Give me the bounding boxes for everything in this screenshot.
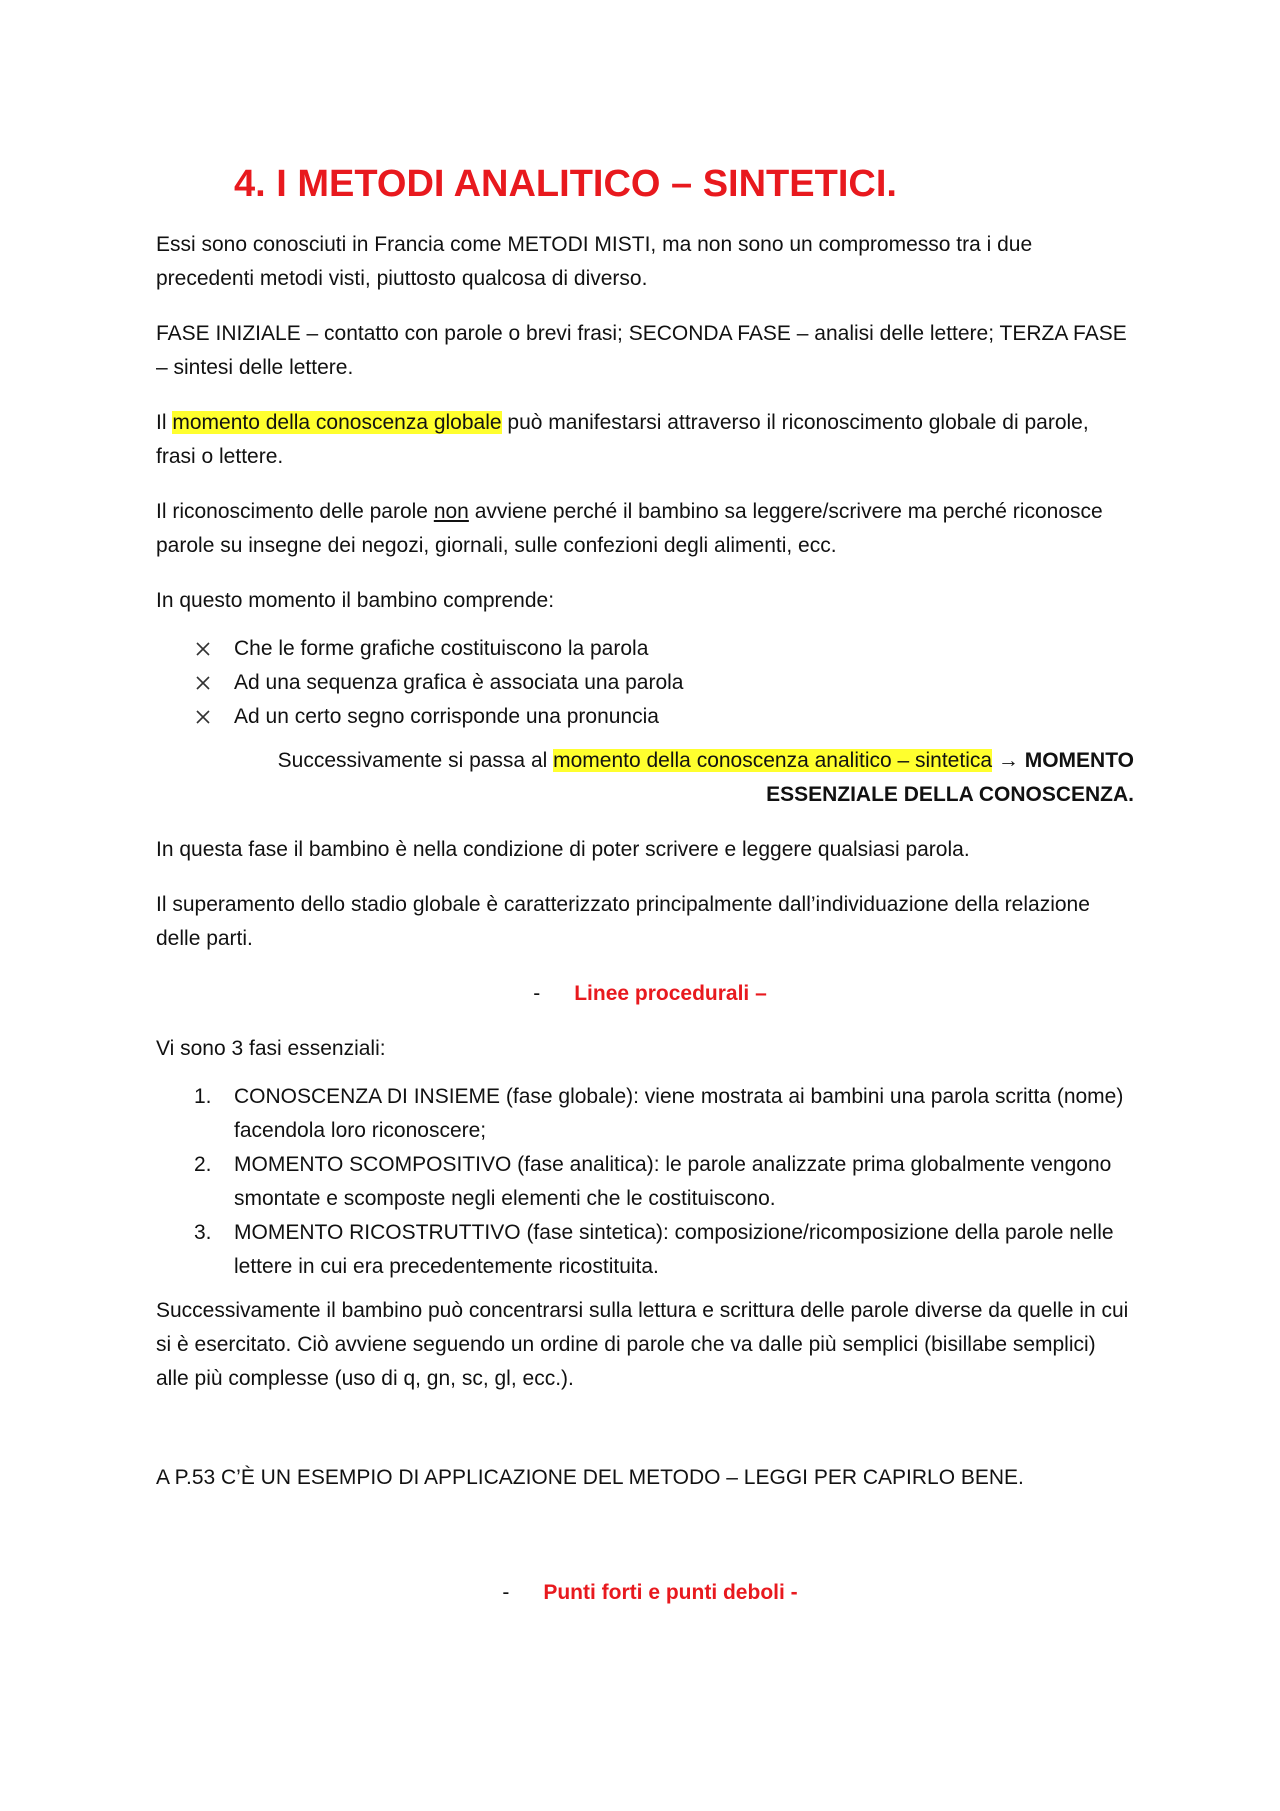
list-number: 2.	[194, 1153, 212, 1176]
list-item	[156, 1080, 1134, 1148]
list-item-text: Ad una sequenza grafica è associata una parola	[234, 671, 684, 694]
text-segment: Il riconoscimento delle parole	[156, 500, 434, 523]
list-number: 1.	[194, 1085, 212, 1108]
list-number: 3.	[194, 1221, 212, 1244]
understanding-list	[156, 632, 1134, 734]
spacer	[156, 1516, 1134, 1576]
section-heading-procedures	[156, 977, 1134, 1011]
list-item-text: MOMENTO RICOSTRUTTIVO (fase sintetica): composizione/ricomposizione della parole nelle lettere in cui era precedentemente ricostituita.	[234, 1221, 1114, 1278]
text-segment: Il	[156, 411, 173, 434]
list-item	[156, 1216, 1134, 1284]
global-knowledge-paragraph	[156, 406, 1134, 474]
spacer	[156, 1417, 1134, 1461]
list-item-text: CONOSCENZA DI INSIEME (fase globale): viene mostrata ai bambini una parola scritta (nome) facendola loro riconoscere;	[234, 1085, 1124, 1142]
bold-statement: MOMENTO ESSENZIALE DELLA CONOSCENZA.	[766, 749, 1134, 806]
intro-paragraph: Essi sono conosciuti in Francia come METODI MISTI, ma non sono un compromesso tra i due precedenti metodi visti, piuttosto qualcosa di diverso.	[156, 233, 1033, 290]
phase-condition-paragraph: In questa fase il bambino è nella condizione di poter scrivere e leggere qualsiasi parola.	[156, 838, 970, 861]
list-item-text: Ad un certo segno corrisponde una pronuncia	[234, 705, 659, 728]
text-segment: avviene perché il bambino sa leggere/scrivere ma perché riconosce parole su insegne dei negozi, giornali, sulle confezioni degli alimenti, ecc.	[156, 500, 1103, 557]
heading-text: Linee procedurali –	[574, 982, 767, 1005]
heading-text: Punti forti e punti deboli -	[543, 1581, 798, 1604]
example-note: A P.53 C’È UN ESEMPIO DI APPLICAZIONE DEL METODO – LEGGI PER CAPIRLO BENE.	[156, 1466, 1024, 1489]
global-stage-paragraph: Il superamento dello stadio globale è caratterizzato principalmente dall’individuazione della relazione delle parti.	[156, 893, 1090, 950]
section-heading-strengths	[156, 1576, 1134, 1610]
text-segment: può manifestarsi attraverso il riconoscimento globale di parole, frasi o lettere.	[156, 411, 1089, 468]
highlighted-term: momento della conoscenza analitico – sintetica	[553, 749, 993, 772]
heading-dash: -	[502, 1581, 510, 1604]
understanding-intro: In questo momento il bambino comprende:	[156, 589, 555, 612]
recognition-paragraph	[156, 495, 1134, 563]
arrow-icon: →	[992, 749, 1025, 772]
underlined-word: non	[433, 500, 469, 523]
text-segment: Successivamente si passa al	[277, 749, 554, 772]
phases-intro: Vi sono 3 fasi essenziali:	[156, 1037, 386, 1060]
cross-bullet-icon	[196, 676, 210, 690]
phases-paragraph: FASE INIZIALE – contatto con parole o brevi frasi; SECONDA FASE – analisi delle lettere; TERZA FASE – sintesi delle lettere.	[156, 322, 1127, 379]
highlighted-term: momento della conoscenza globale	[172, 411, 502, 434]
phases-list	[156, 1080, 1134, 1284]
analytic-synthetic-paragraph	[156, 744, 1134, 812]
list-item	[156, 666, 1134, 700]
progression-paragraph: Successivamente il bambino può concentrarsi sulla lettura e scrittura delle parole diverse da quelle in cui si è esercitato. Ciò avviene seguendo un ordine di parole che va dalle più semplici (bisillabe semplici) alle più complesse (uso di q, gn, sc, gl, ecc.).	[156, 1299, 1129, 1390]
cross-bullet-icon	[196, 642, 210, 656]
cross-bullet-icon	[196, 710, 210, 724]
list-item-text: Che le forme grafiche costituiscono la parola	[234, 637, 649, 660]
heading-dash: -	[533, 982, 541, 1005]
list-item-text: MOMENTO SCOMPOSITIVO (fase analitica): le parole analizzate prima globalmente vengono smontate e scomposte negli elementi che le costituiscono.	[234, 1153, 1112, 1210]
document-body	[156, 158, 1134, 1631]
list-item	[156, 1148, 1134, 1216]
list-item	[156, 700, 1134, 734]
list-item	[156, 632, 1134, 666]
page-title: 4. I METODI ANALITICO – SINTETICI.	[234, 163, 897, 205]
